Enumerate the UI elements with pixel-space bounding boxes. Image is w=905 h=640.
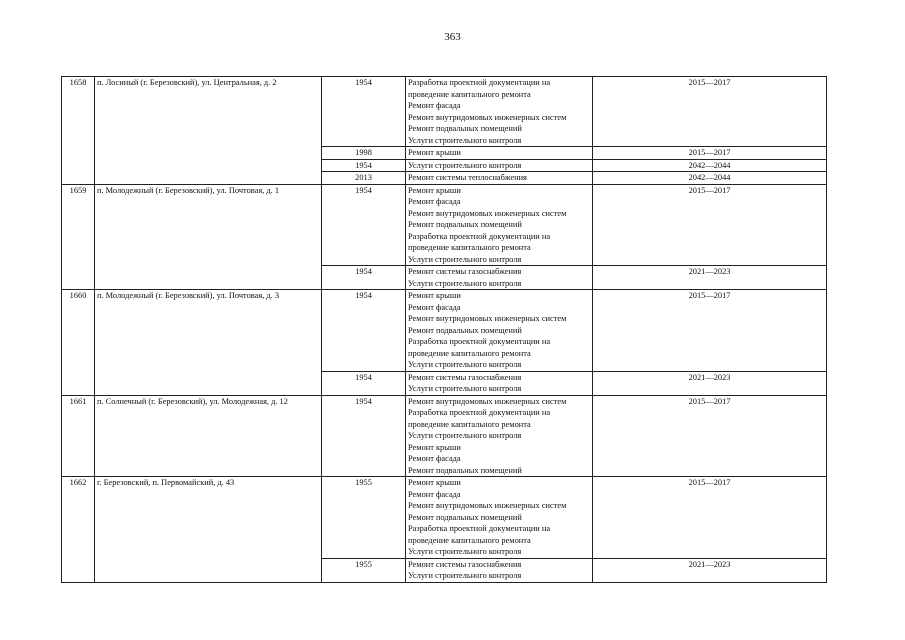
work-item: Ремонт крыши — [408, 148, 461, 157]
work-item: Услуги строительного контроля — [408, 571, 522, 580]
work-item: Ремонт подвальных помещений — [408, 512, 522, 522]
work-item: проведение капитального ремонта — [408, 89, 531, 99]
work-item: Ремонт крыши — [408, 291, 461, 300]
period-cell: 2021—2023 — [593, 266, 827, 290]
year-cell: 1954 — [322, 266, 406, 290]
row-number: 1662 — [62, 477, 95, 583]
year-cell: 1954 — [322, 77, 406, 147]
work-item: проведение капитального ремонта — [408, 419, 531, 429]
works-cell — [406, 184, 593, 266]
year-cell: 2013 — [322, 172, 406, 185]
year-cell: 1954 — [322, 290, 406, 372]
work-item: Ремонт подвальных помещений — [408, 465, 522, 475]
work-item: Ремонт крыши — [408, 442, 461, 452]
work-item: Разработка проектной документации на — [408, 78, 551, 87]
work-item: Услуги строительного контроля — [408, 384, 522, 393]
row-number: 1659 — [62, 184, 95, 290]
work-item: Ремонт фасада — [408, 454, 461, 463]
table-row — [62, 395, 827, 477]
period-cell: 2042—2044 — [593, 172, 827, 185]
work-item: Разработка проектной документации на — [408, 231, 551, 241]
work-item: Ремонт системы газоснабжения — [408, 267, 522, 276]
works-cell — [406, 290, 593, 372]
work-item: проведение капитального ремонта — [408, 243, 531, 252]
work-item: Ремонт крыши — [408, 478, 461, 487]
period-cell: 2015—2017 — [593, 147, 827, 160]
period-cell: 2042—2044 — [593, 159, 827, 172]
work-item: Услуги строительного контроля — [408, 135, 522, 145]
work-item: Ремонт внутридомовых инженерных систем — [408, 314, 567, 323]
period-cell: 2015—2017 — [593, 395, 827, 477]
works-cell — [406, 558, 593, 582]
work-item: Ремонт подвальных помещений — [408, 124, 522, 133]
work-item: Ремонт системы газоснабжения — [408, 372, 522, 382]
year-cell: 1954 — [322, 371, 406, 395]
work-item: Ремонт фасада — [408, 101, 461, 110]
period-cell: 2021—2023 — [593, 558, 827, 582]
work-item: Ремонт подвальных помещений — [408, 325, 522, 335]
building-address: п. Молодежный (г. Березовский), ул. Почтовая, д. 1 — [95, 184, 322, 290]
work-item: Ремонт фасада — [408, 197, 461, 206]
work-item: Ремонт внутридомовых инженерных систем — [408, 112, 567, 122]
works-cell — [406, 371, 593, 395]
work-item: Ремонт системы газоснабжения — [408, 559, 522, 569]
work-item: Ремонт подвальных помещений — [408, 220, 522, 229]
work-item: Ремонт крыши — [408, 185, 461, 195]
period-cell: 2015—2017 — [593, 77, 827, 147]
building-address: г. Березовский, п. Первомайский, д. 43 — [95, 477, 322, 583]
work-item: проведение капитального ремонта — [408, 535, 531, 545]
works-cell — [406, 395, 593, 477]
year-cell: 1955 — [322, 558, 406, 582]
work-item: Услуги строительного контроля — [408, 254, 522, 264]
year-cell: 1954 — [322, 159, 406, 172]
row-number: 1660 — [62, 290, 95, 396]
year-cell: 1954 — [322, 184, 406, 266]
work-item: Услуги строительного контроля — [408, 278, 522, 288]
work-item: Ремонт внутридомовых инженерных систем — [408, 208, 567, 218]
work-item: проведение капитального ремонта — [408, 348, 531, 358]
work-item: Ремонт фасада — [408, 302, 461, 312]
work-item: Разработка проектной документации на — [408, 524, 551, 533]
building-address: п. Лосиный (г. Березовский), ул. Центральная, д. 2 — [95, 77, 322, 185]
works-cell — [406, 77, 593, 147]
table-row — [62, 184, 827, 266]
period-cell: 2021—2023 — [593, 371, 827, 395]
work-item: Разработка проектной документации на — [408, 408, 551, 417]
work-item: Услуги строительного контроля — [408, 160, 522, 170]
period-cell: 2015—2017 — [593, 184, 827, 266]
year-cell: 1954 — [322, 395, 406, 477]
work-item: Услуги строительного контроля — [408, 431, 522, 440]
work-item: Услуги строительного контроля — [408, 547, 522, 556]
work-item: Ремонт фасада — [408, 489, 461, 499]
work-item: Разработка проектной документации на — [408, 337, 551, 346]
works-cell — [406, 477, 593, 559]
works-cell — [406, 159, 593, 172]
capital-repair-table — [61, 76, 827, 583]
works-cell — [406, 172, 593, 185]
period-cell: 2015—2017 — [593, 477, 827, 559]
works-cell — [406, 147, 593, 160]
work-item: Ремонт внутридомовых инженерных систем — [408, 501, 567, 510]
work-item: Услуги строительного контроля — [408, 360, 522, 369]
year-cell: 1955 — [322, 477, 406, 559]
row-number: 1661 — [62, 395, 95, 477]
year-cell: 1998 — [322, 147, 406, 160]
work-item: Ремонт системы теплоснабжения — [408, 173, 527, 182]
table-body — [62, 77, 827, 583]
table-row — [62, 290, 827, 372]
building-address: п. Молодежный (г. Березовский), ул. Почтовая, д. 3 — [95, 290, 322, 396]
period-cell: 2015—2017 — [593, 290, 827, 372]
work-item: Ремонт внутридомовых инженерных систем — [408, 396, 567, 406]
row-number: 1658 — [62, 77, 95, 185]
table-row — [62, 477, 827, 559]
table-row — [62, 77, 827, 147]
works-cell — [406, 266, 593, 290]
building-address: п. Солнечный (г. Березовский), ул. Молодежная, д. 12 — [95, 395, 322, 477]
page-number: 363 — [444, 31, 461, 43]
